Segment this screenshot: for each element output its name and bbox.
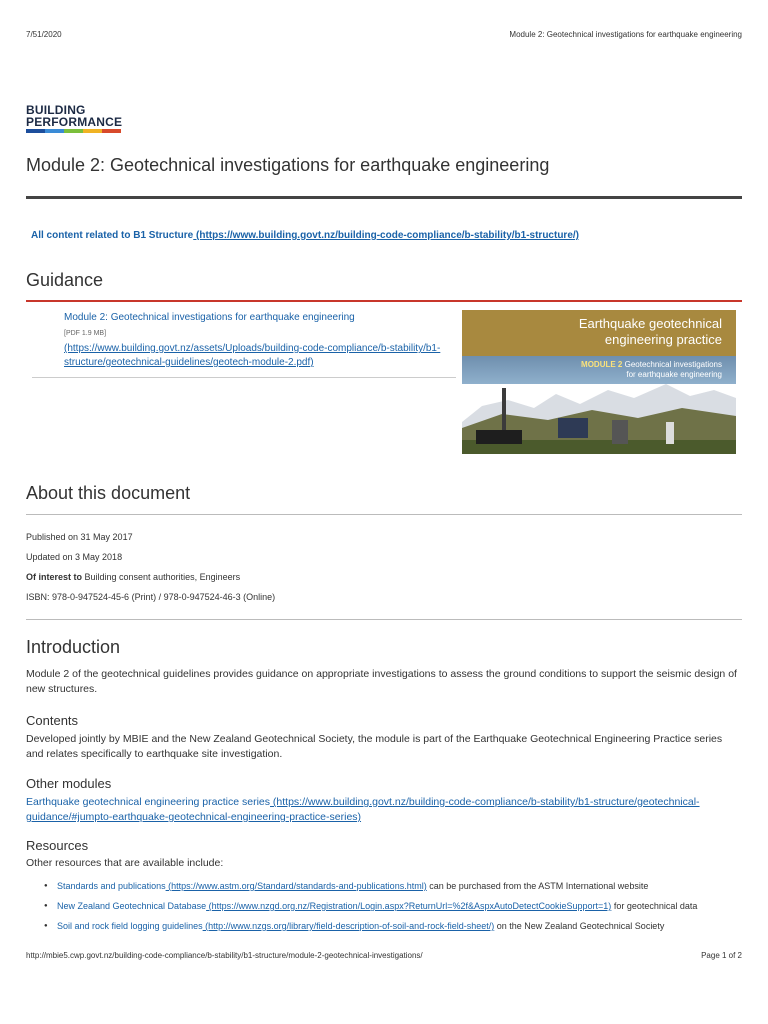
introduction-text: Module 2 of the geotechnical guidelines provides guidance on appropriate investigations to assess the ground conditions to support the seismic design of new structures. bbox=[26, 668, 737, 695]
logo-bar-segment bbox=[64, 129, 83, 133]
logo-bar-segment bbox=[26, 129, 45, 133]
about-heading: About this document bbox=[26, 483, 191, 503]
page-title: Module 2: Geotechnical investigations for earthquake engineering bbox=[26, 155, 550, 175]
resource-description: can be purchased from the ASTM International website bbox=[426, 881, 649, 891]
cover-equipment bbox=[666, 422, 674, 444]
interest-label: Of interest to bbox=[26, 572, 83, 582]
logo-line-1: BUILDING bbox=[26, 103, 86, 117]
related-content-link[interactable] bbox=[31, 230, 579, 241]
resource-link[interactable]: Standards and publications bbox=[57, 881, 166, 891]
related-url: (https://www.building.govt.nz/building-code-compliance/b-stability/b1-structure/) bbox=[193, 230, 579, 241]
cover-module-line: for earthquake engineering bbox=[626, 370, 722, 379]
module-2-document-link[interactable]: Module 2: Geotechnical investigations for earthquake engineering bbox=[64, 312, 355, 323]
interest-line bbox=[26, 572, 240, 582]
cover-equipment bbox=[612, 420, 628, 444]
resources-intro: Other resources that are available include: bbox=[26, 857, 224, 869]
cover-module-line: Geotechnical investigations bbox=[624, 360, 722, 369]
resource-link[interactable]: New Zealand Geotechnical Database bbox=[57, 901, 207, 911]
other-modules-heading: Other modules bbox=[26, 776, 112, 791]
title-divider bbox=[26, 196, 742, 199]
resource-url[interactable]: (http://www.nzgs.org/library/field-description-of-soil-and-rock-field-sheet/) bbox=[202, 921, 495, 931]
page-number: Page 1 of 2 bbox=[701, 951, 742, 960]
other-modules-link-text: Earthquake geotechnical engineering practice series bbox=[26, 796, 270, 808]
other-modules-link-url: (https://www.building.govt.nz/building-code-compliance/b-stability/b1-structure/geotechnical-guidance/#jumpto-earthquake-geotechnical-engineering-practice-series) bbox=[26, 796, 700, 823]
logo-color-bar bbox=[26, 129, 121, 133]
guidance-divider bbox=[26, 300, 742, 302]
cover-landscape bbox=[462, 310, 736, 454]
intro-divider bbox=[26, 619, 742, 620]
document-divider bbox=[32, 377, 456, 378]
list-item bbox=[26, 900, 742, 913]
logo-bar-segment bbox=[83, 129, 102, 133]
print-footer bbox=[26, 951, 742, 960]
guidance-heading: Guidance bbox=[26, 270, 104, 290]
resource-link[interactable]: Soil and rock field logging guidelines bbox=[57, 921, 203, 931]
about-divider bbox=[26, 514, 742, 515]
updated-date: Updated on 3 May 2018 bbox=[26, 552, 123, 562]
other-modules-link[interactable] bbox=[26, 795, 742, 825]
cover-title-line: Earthquake geotechnical bbox=[578, 316, 722, 331]
resource-url[interactable]: (https://www.astm.org/Standard/standards-and-publications.html) bbox=[165, 881, 427, 891]
print-title: Module 2: Geotechnical investigations for earthquake engineering bbox=[509, 30, 742, 39]
contents-text: Developed jointly by MBIE and the New Zealand Geotechnical Society, the module is part of the Earthquake Geotechnical Engineering Practice series and relates specifically to earthquake site investigation. bbox=[26, 733, 723, 760]
document-file-info: [PDF 1.9 MB] bbox=[64, 330, 107, 337]
resource-url[interactable]: (https://www.nzgd.org.nz/Registration/Login.aspx?ReturnUrl=%2f&AspxAutoDetectCookieSupport=1) bbox=[206, 901, 612, 911]
list-item bbox=[26, 920, 742, 933]
document-pdf-url[interactable]: (https://www.building.govt.nz/assets/Uploads/building-code-compliance/b-stability/b1-structure/geotechnical-guidelines/geotech-module-2.pdf) bbox=[64, 343, 441, 368]
cover-rig-cabin bbox=[558, 418, 588, 438]
page-url: http://mbie5.cwp.govt.nz/building-code-compliance/b-stability/b1-structure/module-2-geotechnical-investigations/ bbox=[26, 951, 423, 960]
contents-heading: Contents bbox=[26, 713, 79, 728]
print-date: 7/51/2020 bbox=[26, 30, 62, 39]
resources-heading: Resources bbox=[26, 838, 89, 853]
cover-module-number: MODULE 2 bbox=[581, 360, 623, 369]
print-header bbox=[26, 30, 742, 39]
logo-line-2: PERFORMANCE bbox=[26, 115, 123, 129]
resource-description: on the New Zealand Geotechnical Society bbox=[494, 921, 665, 931]
cover-drill-rig bbox=[476, 430, 522, 444]
resource-description: for geotechnical data bbox=[611, 901, 698, 911]
resources-list bbox=[26, 880, 742, 940]
building-performance-logo[interactable] bbox=[26, 104, 122, 133]
cover-title-line: engineering practice bbox=[604, 332, 722, 347]
introduction-heading: Introduction bbox=[26, 637, 121, 657]
isbn: ISBN: 978-0-947524-45-6 (Print) / 978-0-947524-46-3 (Online) bbox=[26, 592, 276, 602]
related-text: All content related to B1 Structure bbox=[31, 230, 194, 241]
interest-value: Building consent authorities, Engineers bbox=[82, 572, 241, 582]
document-cover-image[interactable] bbox=[462, 310, 736, 454]
logo-bar-segment bbox=[45, 129, 64, 133]
logo-bar-segment bbox=[102, 129, 121, 133]
list-item bbox=[26, 880, 742, 893]
published-date: Published on 31 May 2017 bbox=[26, 532, 133, 542]
